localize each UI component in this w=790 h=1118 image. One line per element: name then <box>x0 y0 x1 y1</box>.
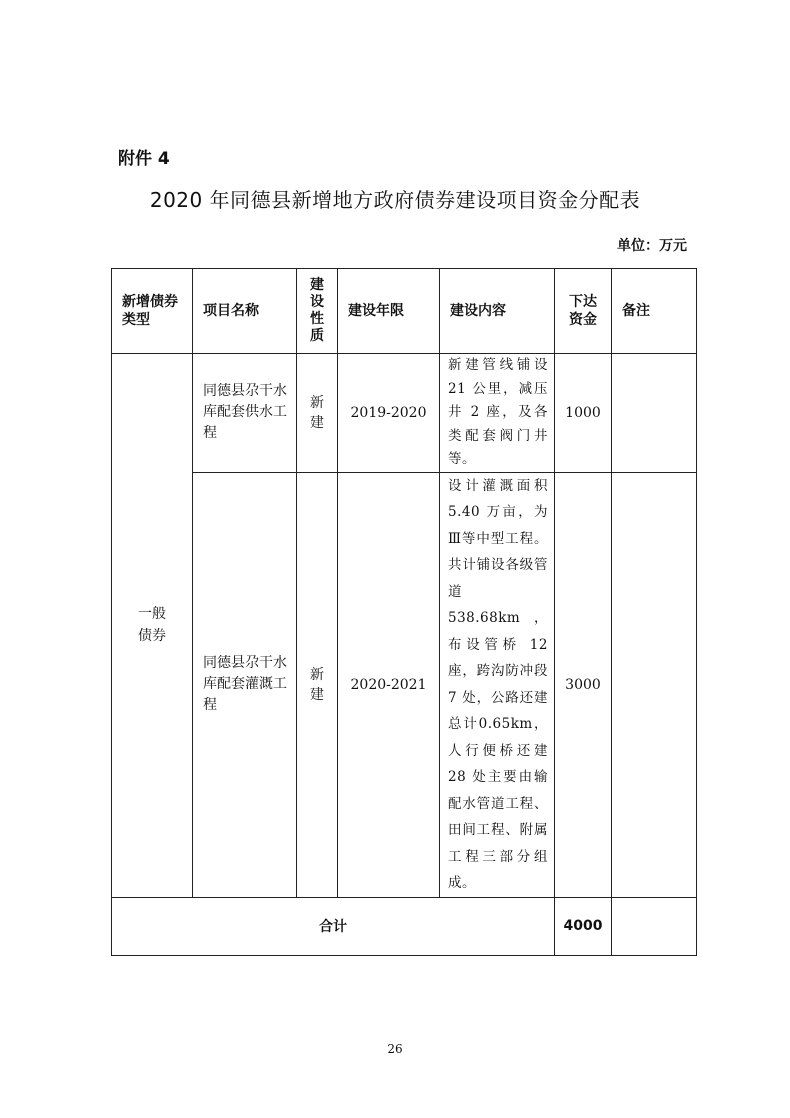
header-period: 建设年限 <box>338 269 440 354</box>
period-cell: 2019-2020 <box>338 354 440 473</box>
nature-value: 新建 <box>310 394 324 431</box>
table-row <box>112 354 697 473</box>
allocation-table <box>111 268 697 956</box>
page-number: 26 <box>387 1042 403 1056</box>
nature-cell <box>297 354 338 473</box>
header-nature-text: 建设性质 <box>310 277 324 344</box>
total-remarks <box>612 897 697 955</box>
remarks-cell <box>612 354 697 473</box>
header-funds <box>555 269 612 354</box>
table-row <box>112 472 697 897</box>
header-nature <box>297 269 338 354</box>
total-value: 4000 <box>555 897 612 955</box>
total-label: 合计 <box>112 897 555 955</box>
total-row <box>112 897 697 955</box>
period-cell: 2020-2021 <box>338 472 440 897</box>
bond-type-cell <box>112 354 193 898</box>
content-cell: 新建管线铺设21 公里，减压井 2 座，及各类配套阀门井等。 <box>440 354 555 473</box>
bond-type-value: 一般债券 <box>138 606 166 645</box>
header-bond-type: 新增债券类型 <box>112 269 193 354</box>
unit-label: 单位：万元 <box>617 238 687 254</box>
header-project-name: 项目名称 <box>193 269 297 354</box>
funds-cell: 1000 <box>555 354 612 473</box>
header-content: 建设内容 <box>440 269 555 354</box>
document-title: 2020 年同德县新增地方政府债券建设项目资金分配表 <box>149 188 641 212</box>
nature-cell <box>297 472 338 897</box>
attachment-label: 附件 4 <box>118 149 170 169</box>
content-cell: 设计灌溉面积5.40 万亩，为Ⅲ等中型工程。共计铺设各级管道 538.68km，布设管桥 12 座，跨沟防冲段 7 处，公路还建总计0.65km，人行便桥还建 28 处主要由输配水管道工程、田间工程、附属工程三部分组成。 <box>440 472 555 897</box>
header-remarks: 备注 <box>612 269 697 354</box>
nature-value: 新建 <box>310 666 324 703</box>
header-funds-text: 下达资金 <box>569 294 597 328</box>
project-name-cell: 同德县尕干水库配套灌溉工程 <box>193 472 297 897</box>
project-name-cell: 同德县尕干水库配套供水工程 <box>193 354 297 473</box>
funds-cell: 3000 <box>555 472 612 897</box>
header-row <box>112 269 697 354</box>
remarks-cell <box>612 472 697 897</box>
